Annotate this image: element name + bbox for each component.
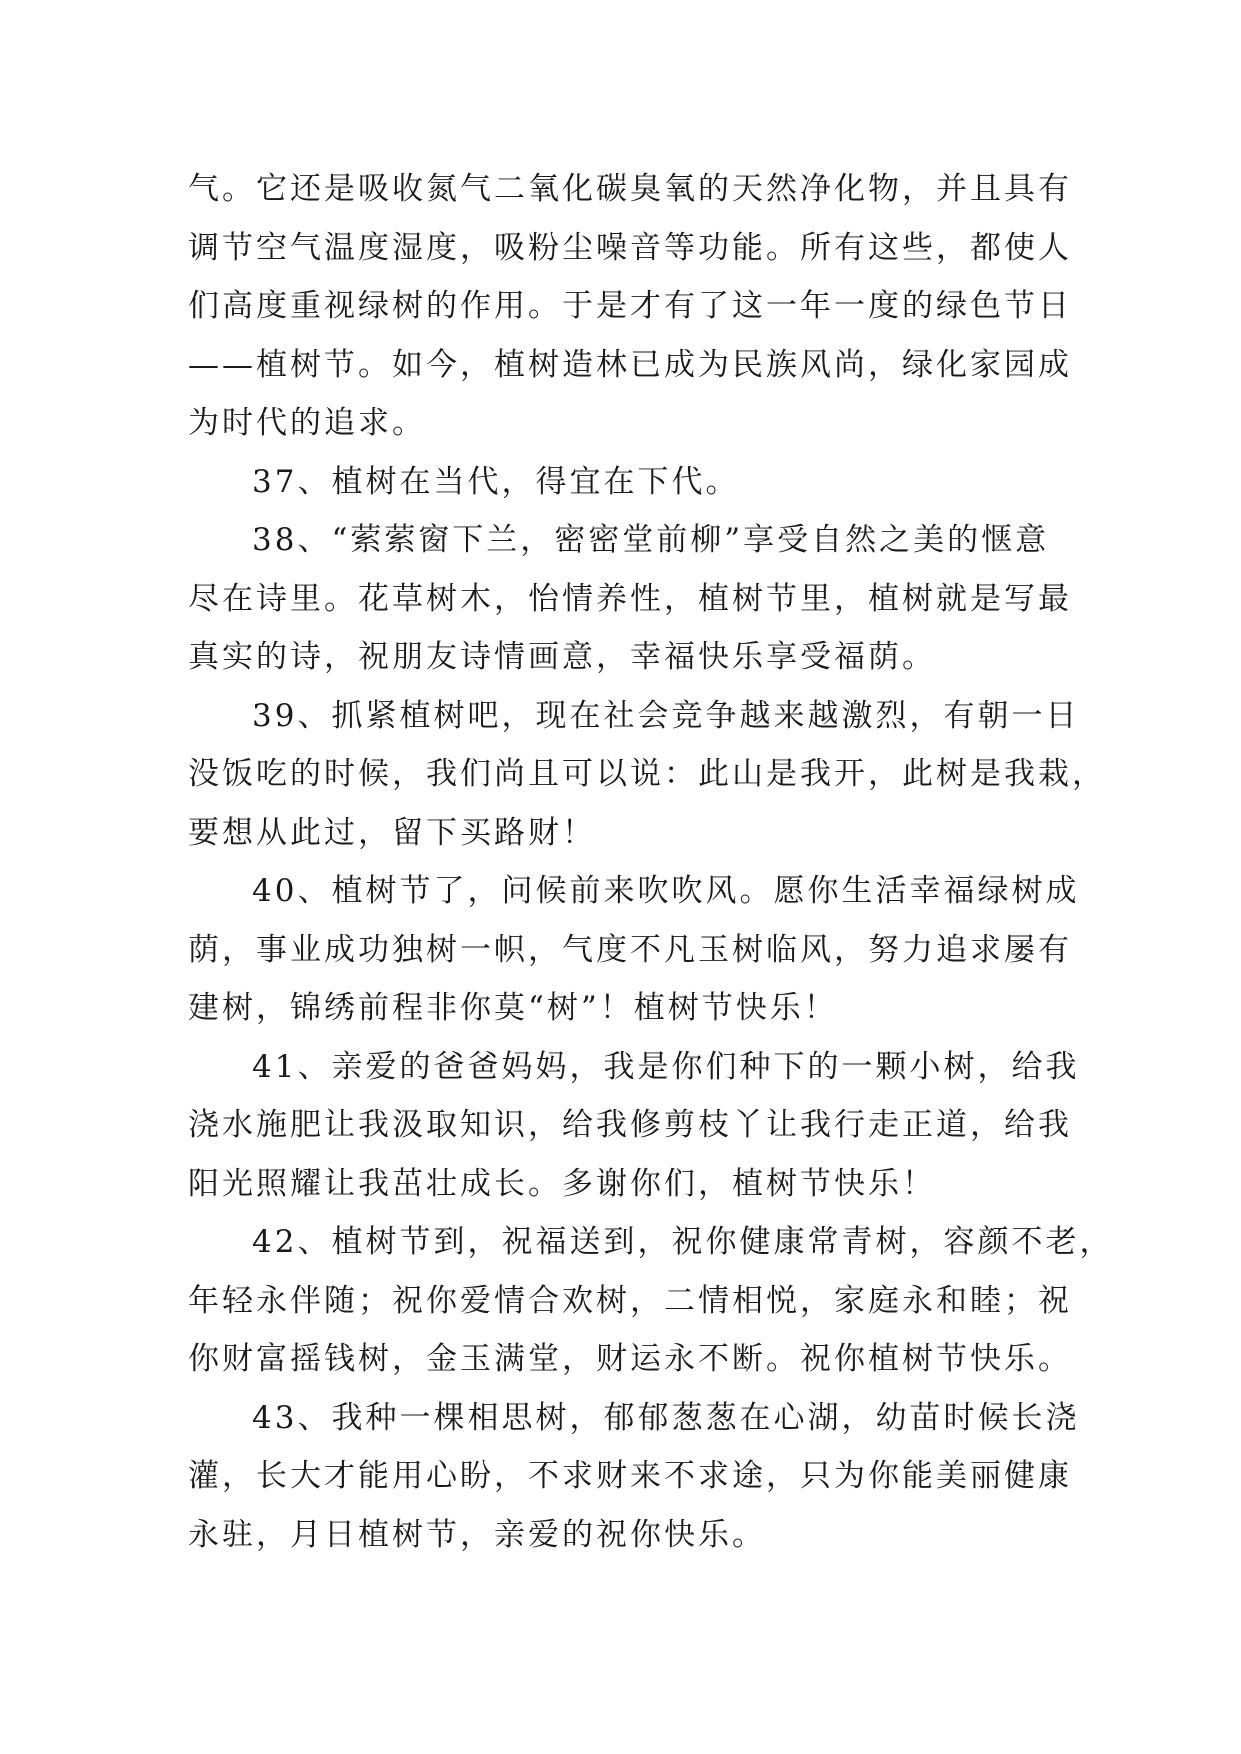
text-line: 40、植树节了，问候前来吹吹风。愿你生活幸福绿树成	[252, 873, 1080, 909]
text-line: 37、植树在当代，得宜在下代。	[252, 463, 740, 500]
text-line: 43、我种一棵相思树，郁郁葱葱在心湖，幼苗时候长浇	[252, 1399, 1080, 1436]
text-line: 真实的诗，祝朋友诗情画意，幸福快乐享受福荫。	[188, 639, 936, 675]
text-line: 38、“萦萦窗下兰，密密堂前柳”享受自然之美的惬意	[252, 522, 1050, 558]
text-line: 荫，事业成功独树一帜，气度不凡玉树临风，努力追求屡有	[188, 931, 1072, 968]
text-line: 永驻，月日植树节，亲爱的祝你快乐。	[188, 1516, 766, 1553]
text-line: 没饭吃的时候，我们尚且可以说：此山是我开，此树是我栽，	[188, 756, 1106, 792]
text-line: 要想从此过，留下买路财！	[188, 814, 596, 851]
text-line: 气。它还是吸收氮气二氧化碳臭氧的天然净化物，并且具有	[188, 171, 1072, 207]
text-line: 为时代的追求。	[188, 405, 426, 441]
paragraph-37	[188, 453, 1068, 512]
text-line: 41、亲爱的爸爸妈妈，我是你们种下的一颗小树，给我	[252, 1048, 1080, 1085]
paragraph-41	[188, 1038, 1080, 1214]
text-line: 你财富摇钱树，金玉满堂，财运永不断。祝你植树节快乐。	[188, 1341, 1072, 1377]
text-line: 调节空气温度湿度，吸粉尘噪音等功能。所有这些，都使人	[188, 229, 1072, 266]
text-line: 灌，长大才能用心盼，不求财来不求途，只为你能美丽健康	[188, 1458, 1072, 1494]
text-line: 们高度重视绿树的作用。于是才有了这一年一度的绿色节日	[188, 288, 1072, 324]
text-line: 尽在诗里。花草树木，怡情养性，植树节里，植树就是写最	[188, 580, 1072, 617]
body-text	[188, 160, 1114, 1564]
text-line: 年轻永伴随；祝你爱情合欢树，二情相悦，家庭永和睦；祝	[188, 1282, 1072, 1319]
paragraph-38	[188, 511, 1072, 687]
paragraph-40	[188, 862, 1080, 1038]
text-line: 浇水施肥让我汲取知识，给我修剪枝丫让我行走正道，给我	[188, 1107, 1072, 1143]
paragraph-42	[188, 1213, 1114, 1389]
text-line: ——植树节。如今，植树造林已成为民族风尚，绿化家园成	[188, 346, 1072, 383]
text-line: 39、抓紧植树吧，现在社会竞争越来越激烈，有朝一日	[252, 697, 1080, 734]
text-line: 建树，锦绣前程非你莫“树”！植树节快乐！	[188, 990, 838, 1026]
paragraph-43	[188, 1389, 1080, 1565]
text-line: 阳光照耀让我茁壮成长。多谢你们，植树节快乐！	[188, 1165, 936, 1202]
paragraph-39	[188, 687, 1106, 863]
paragraph-intro-continuation	[188, 160, 1072, 453]
text-line: 42、植树节到，祝福送到，祝你健康常青树，容颜不老，	[252, 1224, 1114, 1260]
